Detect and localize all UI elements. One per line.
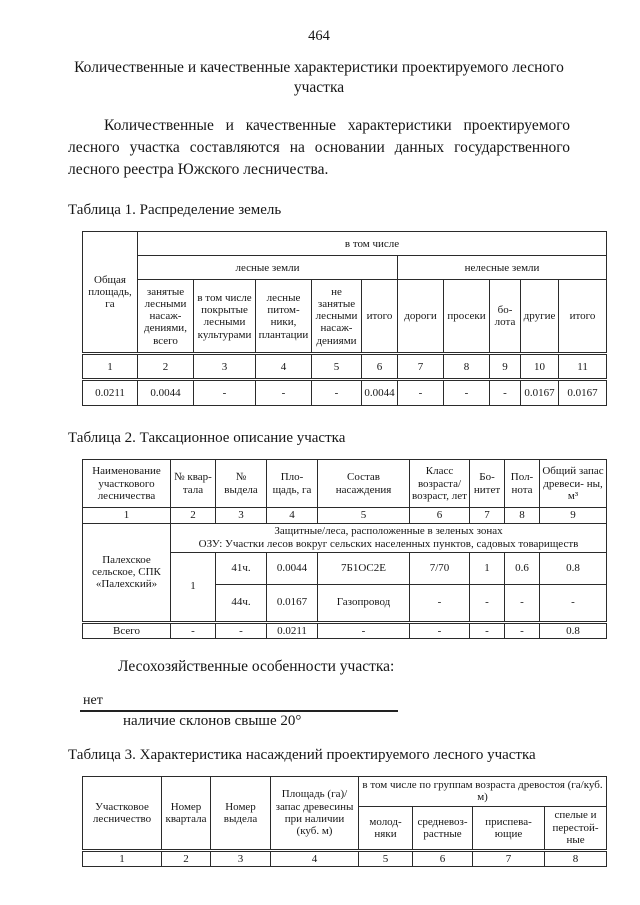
- value-cell: 0.0167: [559, 380, 607, 406]
- col-number-cell: 1: [83, 850, 162, 866]
- value-cell: 0.0211: [83, 380, 138, 406]
- bonitet-cell: 1: [470, 552, 505, 584]
- page-title: Количественные и качественные характеристики проектируемого лесного участка: [74, 59, 564, 97]
- value-cell: -: [398, 380, 444, 406]
- value-cell: -: [490, 380, 521, 406]
- col-number-cell: 2: [162, 850, 211, 866]
- zapas-cell: -: [540, 584, 607, 622]
- header-cell: занятые лесными насаж- дениями, всего: [138, 280, 194, 354]
- vydel-cell: 44ч.: [216, 584, 267, 622]
- header-cell: лесные питом- ники, плантации: [256, 280, 312, 354]
- value-cell: -: [444, 380, 490, 406]
- total-cell: -: [470, 622, 505, 638]
- col-number-cell: 10: [521, 354, 559, 380]
- table-taxation-description: [82, 459, 607, 639]
- quarter-cell: 1: [171, 552, 216, 622]
- header-nonforest-lands: нелесные земли: [398, 256, 607, 280]
- col-number-cell: 5: [318, 508, 410, 523]
- total-cell: -: [216, 622, 267, 638]
- header-cell: молод- няки: [359, 806, 413, 850]
- header-cell: просеки: [444, 280, 490, 354]
- features-label: Лесохозяйственные особенности участка:: [118, 657, 395, 675]
- total-cell: 0.0211: [267, 622, 318, 638]
- sostav-cell: 7Б1ОС2Е: [318, 552, 410, 584]
- col-number-cell: 9: [490, 354, 521, 380]
- col-number-cell: 2: [171, 508, 216, 523]
- col-number-cell: 4: [267, 508, 318, 523]
- value-cell: 0.0044: [362, 380, 398, 406]
- features-value: нет: [80, 693, 398, 712]
- header-forest-lands: лесные земли: [138, 256, 398, 280]
- sostav-cell: Газопровод: [318, 584, 410, 622]
- zone-line2: ОЗУ: Участки лесов вокруг сельских населенных пунктов, садовых товариществ: [198, 537, 579, 550]
- value-cell: -: [312, 380, 362, 406]
- header-cell: Пол- нота: [505, 460, 540, 508]
- header-cell: Номер выдела: [211, 776, 271, 850]
- col-number-cell: 3: [216, 508, 267, 523]
- area-cell: 0.0167: [267, 584, 318, 622]
- polnota-cell: -: [505, 584, 540, 622]
- header-cell: Класс возраста/ возраст, лет: [410, 460, 470, 508]
- zapas-cell: 0.8: [540, 552, 607, 584]
- col-number-cell: 11: [559, 354, 607, 380]
- polnota-cell: 0.6: [505, 552, 540, 584]
- header-cell: Участковое лесничество: [83, 776, 162, 850]
- table-stand-characteristics: [82, 776, 607, 867]
- table1-caption: Таблица 1. Распределение земель: [68, 202, 282, 219]
- col-number-cell: 2: [138, 354, 194, 380]
- header-cell: Общий запас древеси- ны, м³: [540, 460, 607, 508]
- col-number-cell: 5: [312, 354, 362, 380]
- header-cell: Площадь (га)/запас древесины при наличии (куб. м): [271, 776, 359, 850]
- col-number-cell: 6: [362, 354, 398, 380]
- col-number-cell: 1: [83, 508, 171, 523]
- age-cell: -: [410, 584, 470, 622]
- table3-caption: Таблица 3. Характеристика насаждений проектируемого лесного участка: [68, 746, 536, 763]
- vydel-cell: 41ч.: [216, 552, 267, 584]
- col-number-cell: 8: [505, 508, 540, 523]
- header-cell: Состав насаждения: [318, 460, 410, 508]
- col-number-cell: 8: [444, 354, 490, 380]
- header-cell: приспева- ющие: [473, 806, 545, 850]
- header-cell: № выдела: [216, 460, 267, 508]
- header-cell: Бо- нитет: [470, 460, 505, 508]
- header-cell: итого: [362, 280, 398, 354]
- features-field-caption: наличие склонов свыше 20°: [123, 712, 302, 729]
- col-number-cell: 5: [359, 850, 413, 866]
- col-number-cell: 7: [398, 354, 444, 380]
- col-number-cell: 6: [413, 850, 473, 866]
- total-cell: -: [318, 622, 410, 638]
- header-cell: итого: [559, 280, 607, 354]
- header-cell: Наименование участкового лесничества: [83, 460, 171, 508]
- header-total-area: Общая площадь, га: [83, 232, 138, 354]
- total-cell: -: [410, 622, 470, 638]
- area-cell: 0.0044: [267, 552, 318, 584]
- protection-zone-cell: [171, 523, 607, 552]
- col-number-cell: 7: [470, 508, 505, 523]
- header-cell: в том числе покрытые лесными культурами: [194, 280, 256, 354]
- value-cell: 0.0167: [521, 380, 559, 406]
- header-cell: Пло- щадь, га: [267, 460, 318, 508]
- total-label-cell: Всего: [83, 622, 171, 638]
- value-cell: 0.0044: [138, 380, 194, 406]
- value-cell: -: [256, 380, 312, 406]
- table2-caption: Таблица 2. Таксационное описание участка: [68, 430, 346, 447]
- value-cell: -: [194, 380, 256, 406]
- col-number-cell: 7: [473, 850, 545, 866]
- total-cell: 0.8: [540, 622, 607, 638]
- col-number-cell: 6: [410, 508, 470, 523]
- age-cell: 7/70: [410, 552, 470, 584]
- bonitet-cell: -: [470, 584, 505, 622]
- header-cell: бо- лота: [490, 280, 521, 354]
- header-cell: дороги: [398, 280, 444, 354]
- col-number-cell: 3: [211, 850, 271, 866]
- header-cell: средневоз- растные: [413, 806, 473, 850]
- col-number-cell: 1: [83, 354, 138, 380]
- header-age-groups: в том числе по группам возраста древостоя (га/куб. м): [359, 776, 607, 806]
- header-cell: № квар- тала: [171, 460, 216, 508]
- header-cell: не занятые лесными насаж- дениями: [312, 280, 362, 354]
- zone-line1: Защитные/леса, расположенные в зеленых зонах: [274, 524, 503, 537]
- header-including: в том числе: [138, 232, 607, 256]
- col-number-cell: 8: [545, 850, 607, 866]
- total-cell: -: [505, 622, 540, 638]
- intro-paragraph: Количественные и качественные характеристики проектируемого лесного участка составляются на основании данных государственного лесного реестра Южского лесничества.: [68, 117, 570, 179]
- col-number-cell: 4: [256, 354, 312, 380]
- col-number-cell: 4: [271, 850, 359, 866]
- forestry-name-cell: Палехское сельское, СПК «Палехский»: [83, 523, 171, 622]
- page-number: 464: [308, 28, 330, 44]
- total-cell: -: [171, 622, 216, 638]
- table-land-distribution: [82, 231, 607, 406]
- header-cell: Номер квартала: [162, 776, 211, 850]
- col-number-cell: 9: [540, 508, 607, 523]
- col-number-cell: 3: [194, 354, 256, 380]
- header-cell: другие: [521, 280, 559, 354]
- header-cell: спелые и перестой- ные: [545, 806, 607, 850]
